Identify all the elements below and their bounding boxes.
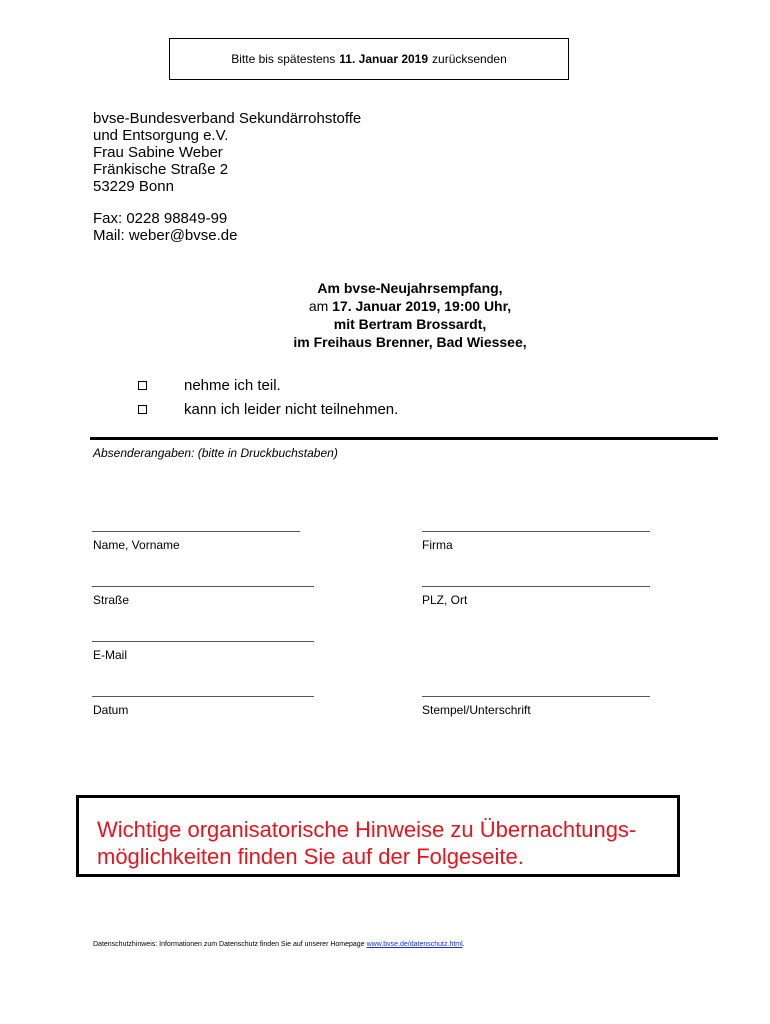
fax-number: Fax: 0228 98849-99 bbox=[93, 210, 228, 227]
datum-line[interactable] bbox=[92, 695, 314, 697]
event-line-1: Am bvse-Neujahrsempfang, bbox=[317, 280, 503, 296]
event-line-3: mit Bertram Brossardt, bbox=[333, 316, 487, 332]
address-line: Frau Sabine Weber bbox=[93, 144, 223, 161]
recipient-address bbox=[93, 110, 361, 195]
sender-note: Absenderangaben: (bitte in Druckbuchstaben) bbox=[93, 446, 338, 460]
decline-checkbox[interactable] bbox=[138, 405, 147, 414]
notice-line-1: Wichtige organisatorische Hinweise zu Übernachtungs- bbox=[97, 817, 637, 842]
name-line[interactable] bbox=[92, 530, 300, 532]
contact-info bbox=[93, 210, 237, 244]
event-description bbox=[160, 279, 660, 351]
stempel-line[interactable] bbox=[422, 695, 650, 697]
event-line-4: im Freihaus Brenner, Bad Wiessee, bbox=[293, 334, 527, 350]
attend-checkbox[interactable] bbox=[138, 381, 147, 390]
mail-address: Mail: weber@bvse.de bbox=[93, 227, 238, 244]
plz-ort-line[interactable] bbox=[422, 585, 650, 587]
deadline-date: 11. Januar 2019 bbox=[339, 52, 429, 66]
email-label: E-Mail bbox=[93, 648, 128, 662]
address-line: Fränkische Straße 2 bbox=[93, 161, 229, 178]
firma-line[interactable] bbox=[422, 530, 650, 532]
address-line: bvse-Bundesverband Sekundärrohstoffe bbox=[93, 110, 362, 127]
option-label: kann ich leider nicht teilnehmen. bbox=[184, 401, 399, 418]
option-attend[interactable] bbox=[138, 377, 281, 394]
section-divider bbox=[90, 437, 718, 440]
name-label: Name, Vorname bbox=[93, 538, 180, 552]
option-label: nehme ich teil. bbox=[184, 377, 281, 394]
firma-label: Firma bbox=[422, 538, 453, 552]
footer-suffix: . bbox=[462, 941, 465, 948]
notice-line-2: möglichkeiten finden Sie auf der Folgeseite. bbox=[97, 844, 524, 869]
option-decline[interactable] bbox=[138, 401, 398, 418]
event-line-2-date: 17. Januar 2019, 19:00 Uhr, bbox=[332, 298, 512, 314]
footer-text: Datenschutzhinweis: Informationen zum Datenschutz finden Sie auf unserer Homepage bbox=[93, 941, 365, 948]
deadline-suffix: zurücksenden bbox=[432, 52, 507, 66]
strasse-line[interactable] bbox=[92, 585, 314, 587]
address-line: und Entsorgung e.V. bbox=[93, 127, 229, 144]
datum-label: Datum bbox=[93, 703, 129, 717]
privacy-link[interactable]: www.bvse.de/datenschutz.html bbox=[366, 941, 463, 948]
deadline-box bbox=[169, 38, 569, 80]
address-line: 53229 Bonn bbox=[93, 178, 174, 195]
plz-ort-label: PLZ, Ort bbox=[422, 593, 468, 607]
privacy-footer bbox=[93, 941, 465, 948]
stempel-label: Stempel/Unterschrift bbox=[422, 703, 531, 717]
strasse-label: Straße bbox=[93, 593, 130, 607]
email-line[interactable] bbox=[92, 640, 314, 642]
notice-box bbox=[76, 795, 680, 877]
event-line-2-prefix: am bbox=[308, 298, 329, 314]
deadline-prefix: Bitte bis spätestens bbox=[231, 52, 336, 66]
